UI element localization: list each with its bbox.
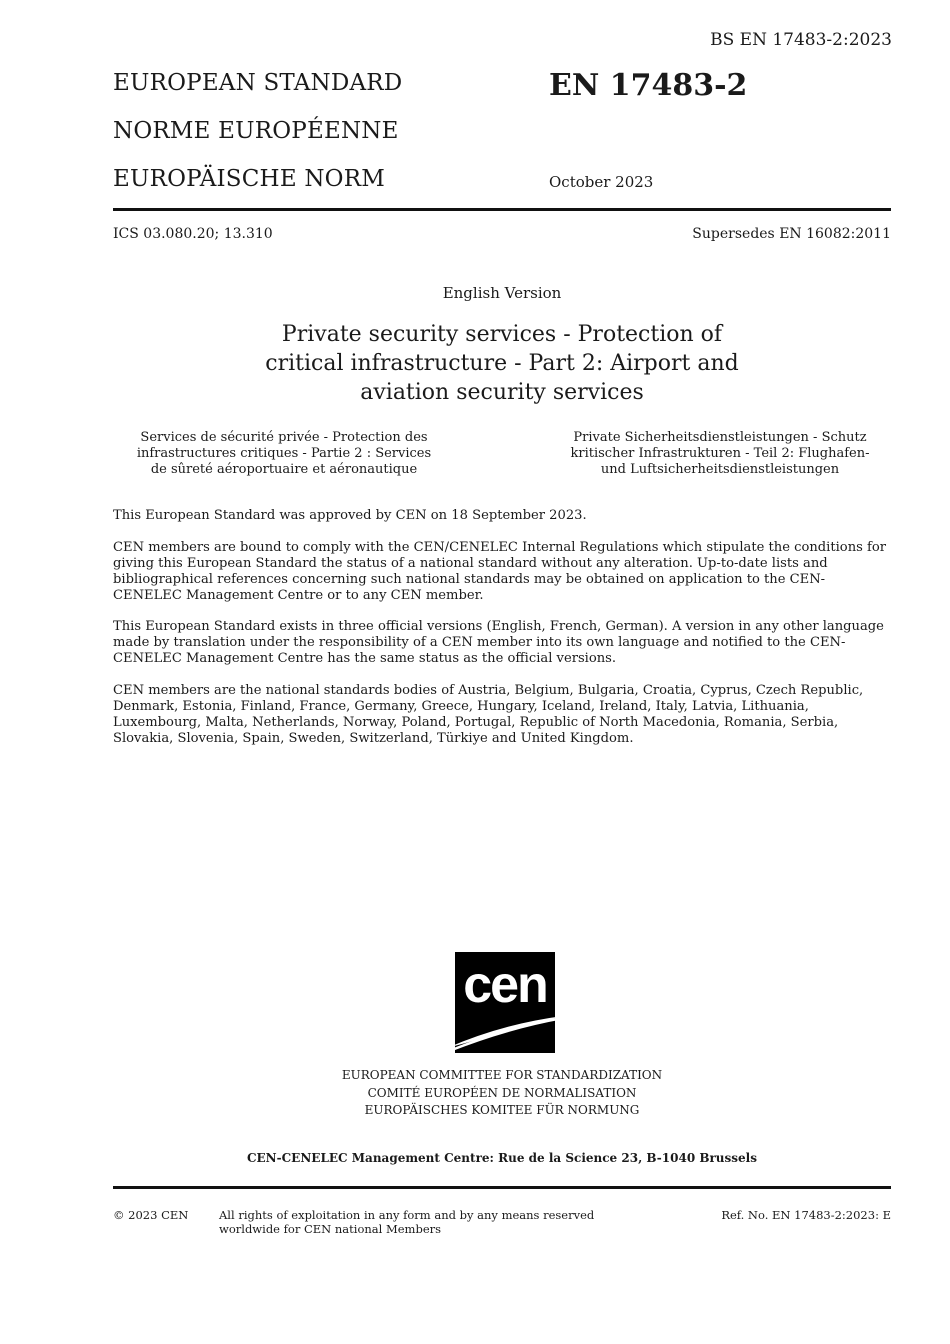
subtitle-french: Services de sécurité privée - Protection des infrastructures critiques - Partie 2 : Services de sûreté aéroportuaire et aéronautique [136, 430, 432, 477]
standard-number: EN 17483-2 [549, 68, 748, 103]
standard-name-german: EUROPÄISCHE NORM [113, 166, 385, 192]
standard-name-english: EUROPEAN STANDARD [113, 70, 403, 96]
document-reference: BS EN 17483-2:2023 [710, 30, 892, 50]
rights-statement: All rights of exploitation in any form and by any means reserved worldwide for CEN national Members [219, 1208, 595, 1236]
document-title: Private security services - Protection of critical infrastructure - Part 2: Airport and aviation security services [265, 322, 739, 405]
reference-number: Ref. No. EN 17483-2:2023: E [721, 1208, 891, 1222]
committee-name-german: EUROPÄISCHES KOMITEE FÜR NORMUNG [364, 1103, 640, 1117]
approval-paragraph: This European Standard was approved by CEN on 18 September 2023. [113, 508, 587, 523]
footer-divider [113, 1186, 891, 1189]
committee-names [0, 1067, 950, 1120]
cen-logo-text: cen [463, 956, 547, 1014]
management-centre-address: CEN-CENELEC Management Centre: Rue de la Science 23, B-1040 Brussels [246, 1151, 757, 1165]
supersedes-note: Supersedes EN 16082:2011 [692, 226, 891, 242]
ics-codes: ICS 03.080.20; 13.310 [113, 226, 273, 242]
regulations-paragraph: CEN members are bound to comply with the CEN/CENELEC Internal Regulations which stipulate the conditions for giving this European Standard the status of a national standard without any alteration. Up-to-date lists and bibliographical references concerning such national standards may be obtained on application to the CEN-CENELEC Management Centre or to any CEN member. [113, 540, 886, 603]
versions-paragraph: This European Standard exists in three official versions (English, French, German). A version in any other language made by translation under the responsibility of a CEN member into its own language and notified to the CEN-CENELEC Management Centre has the same status as the official versions. [113, 619, 884, 666]
version-label: English Version [442, 284, 562, 302]
copyright-notice: © 2023 CEN [113, 1208, 189, 1222]
members-paragraph: CEN members are the national standards bodies of Austria, Belgium, Bulgaria, Croatia, Cyprus, Czech Republic, Denmark, Estonia, Finland, France, Germany, Greece, Hungary, Iceland, Ireland, Italy, Latvia, Lithuania, Luxembourg, Malta, Netherlands, Norway, Poland, Portugal, Republic of North Macedonia, Romania, Serbia, Slovakia, Slovenia, Spain, Sweden, Switzerland, Türkiye and United Kingdom. [113, 683, 864, 746]
cen-logo-icon [447, 952, 563, 1053]
committee-name-english: EUROPEAN COMMITTEE FOR STANDARDIZATION [341, 1068, 663, 1082]
standard-name-french: NORME EUROPÉENNE [113, 118, 399, 144]
header-divider [113, 208, 891, 211]
subtitle-german: Private Sicherheitsdienstleistungen - Schutz kritischer Infrastrukturen - Teil 2: Flughafen- und Luftsicherheitsdienstleistungen [570, 430, 870, 477]
committee-name-french: COMITÉ EUROPÉEN DE NORMALISATION [367, 1085, 637, 1100]
publication-date: October 2023 [549, 173, 654, 191]
